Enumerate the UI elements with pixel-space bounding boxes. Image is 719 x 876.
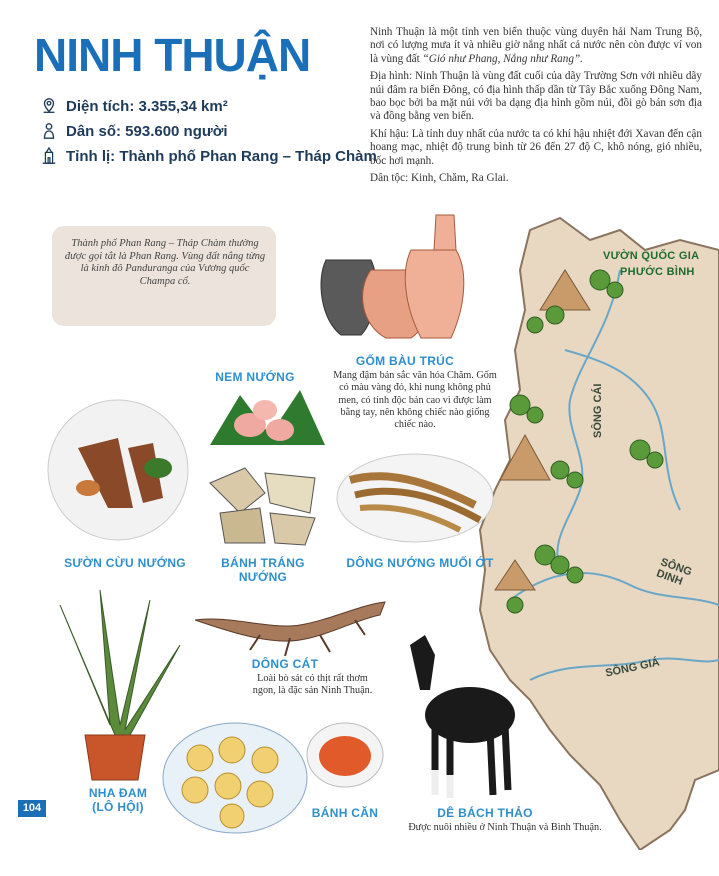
population-text: Dân số: 593.600 người bbox=[66, 122, 228, 140]
note-text: Thành phố Phan Rang – Tháp Chàm thường được gọi tắt là Phan Rang. Vùng đất nắng từng là kinh đô Panduranga của Vương quốc Champa cổ. bbox=[64, 238, 266, 287]
dong-muoi-illustration bbox=[335, 450, 495, 545]
population-stat bbox=[40, 122, 228, 140]
nha-dam-label-2: (LÔ HỘI) bbox=[92, 800, 144, 814]
page-title: NINH THUẬN bbox=[34, 29, 311, 81]
dong-cat-illustration bbox=[190, 590, 390, 660]
pottery-illustration bbox=[316, 210, 476, 345]
person-icon bbox=[40, 122, 58, 140]
area-stat bbox=[40, 97, 228, 115]
gom-label: GỐM BÀU TRÚC bbox=[355, 354, 455, 368]
dong-muoi-label: DÔNG NƯỚNG MUỐI ỚT bbox=[346, 556, 494, 570]
banh-can-label: BÁNH CĂN bbox=[311, 806, 379, 820]
river-gia-label: SÔNG GIÁ bbox=[604, 656, 661, 680]
location-pin-icon bbox=[40, 97, 58, 115]
banh-trang-label: BÁNH TRÁNG NƯỚNG bbox=[221, 556, 305, 584]
intro-paragraph-ethnic: Dân tộc: Kinh, Chăm, Ra Glai. bbox=[370, 172, 509, 185]
banh-trang-illustration bbox=[205, 463, 325, 548]
goat-desc: Được nuôi nhiều ở Ninh Thuận và Bình Thuận. bbox=[408, 822, 602, 833]
intro-paragraph-terrain: Địa hình: Ninh Thuận là vùng đất cuối của dãy Trường Sơn với nhiều dãy núi đâm ra biển Đông, có địa hình thấp dần từ Tây Bắc xuống Đông Nam, bao bọc bởi ba mặt núi với ba dạng địa hình gồm núi, đồi gò bán sơn địa và đồng bằng ven biển. bbox=[370, 70, 702, 123]
gom-desc: Mang đậm bản sắc văn hóa Chăm. Gốm có màu vàng đỏ, khi nung không phủ men, có tính độc bản cao vì được làm bằng tay, nên không chiếc nào giống chiếc nào. bbox=[333, 370, 497, 431]
intro-paragraph-1: Ninh Thuận là một tỉnh ven biển thuộc vùng duyên hải Nam Trung Bộ, nơi có lượng mưa ít và nhiều giờ nắng nhất cả nước nên còn được ví von là vùng đất “Gió như Phang, Nắng như Rang”. bbox=[370, 26, 702, 65]
park-label-2: PHƯỚC BÌNH bbox=[620, 266, 695, 278]
page-number: 104 bbox=[18, 800, 46, 817]
banh-can-illustration bbox=[160, 718, 310, 838]
nem-illustration bbox=[200, 385, 330, 465]
nha-dam-label-1: NHA ĐAM bbox=[88, 786, 148, 800]
dong-cat-label: DÔNG CÁT bbox=[251, 657, 319, 671]
intro-text bbox=[370, 26, 702, 189]
capital-stat bbox=[40, 147, 377, 165]
suon-cuu-label: SƯỜN CỪU NƯỚNG bbox=[64, 556, 186, 570]
park-label-1: VƯỜN QUỐC GIA bbox=[603, 250, 700, 262]
goat-illustration bbox=[395, 630, 525, 805]
area-text: Diện tích: 3.355,34 km² bbox=[66, 97, 228, 115]
nem-label: NEM NƯỚNG bbox=[215, 370, 295, 384]
intro-paragraph-climate: Khí hậu: Là tỉnh duy nhất của nước ta có khí hậu nhiệt đới Xavan đến cận hoang mạc, nhiệt độ trung bình từ 26 đến 27 độ C, khô nóng, gió nhiều, bốc hơi mạnh. bbox=[370, 127, 702, 167]
suon-cuu-illustration bbox=[38, 398, 198, 543]
goat-label: DÊ BÁCH THẢO bbox=[437, 806, 533, 820]
dong-cat-desc: Loài bò sát có thịt rất thơm ngon, là đặc sản Ninh Thuận. bbox=[252, 673, 373, 697]
river-cai-label: SÔNG CÁI bbox=[592, 383, 604, 438]
capital-text: Tỉnh lị: Thành phố Phan Rang – Tháp Chàm bbox=[66, 147, 377, 165]
sauce-bowl-illustration bbox=[305, 720, 385, 790]
temple-icon bbox=[40, 147, 58, 165]
river-dinh-label: SÔNG DINH bbox=[654, 556, 694, 588]
